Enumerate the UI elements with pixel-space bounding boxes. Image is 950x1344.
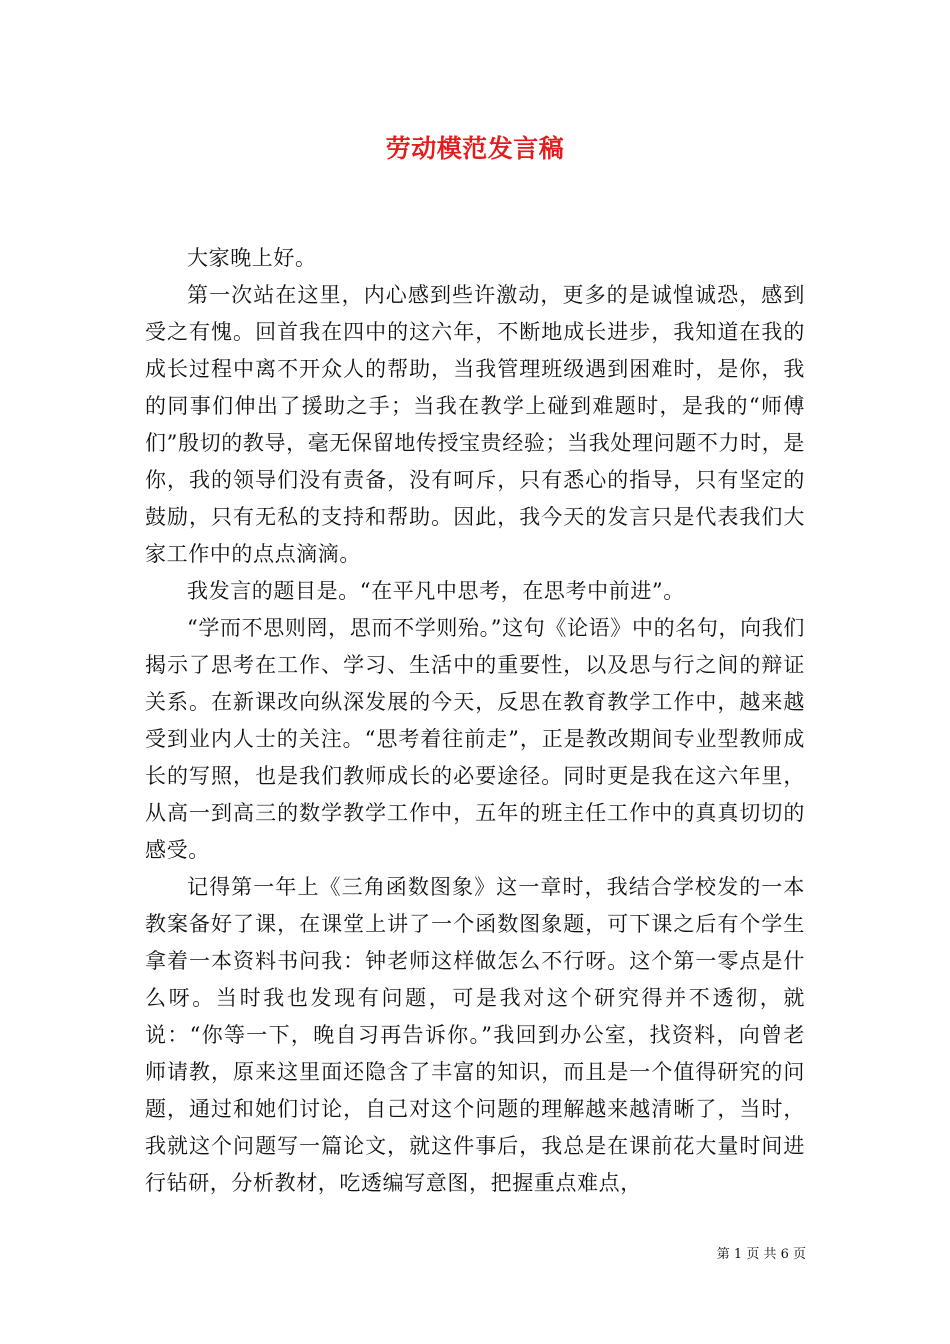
paragraph-gratitude: 第一次站在这里，内心感到些许激动，更多的是诚惶诚恐，感到受之有愧。回首我在四中的这六年，不断地成长进步，我知道在我的成长过程中离不开众人的帮助，当我管理班级遇到困难时，是你，我的同事们伸出了援助之手；当我在教学上碰到难题时，是我的“师傅们”殷切的教导，毫无保留地传授宝贵经验；当我处理问题不力时，是你，我的领导们没有责备，没有呵斥，只有悉心的指导，只有坚定的鼓励，只有无私的支持和帮助。因此，我今天的发言只是代表我们大家工作中的点点滴滴。 xyxy=(145,283,805,566)
paragraph-topic: 我发言的题目是。“在平凡中思考，在思考中前进”。 xyxy=(187,579,685,603)
paragraph-reflection: “学而不思则罔，思而不学则殆。”这句《论语》中的名句，向我们揭示了思考在工作、学习、生活中的重要性，以及思与行之间的辩证关系。在新课改向纵深发展的今天，反思在教育教学工作中，越来越受到业内人士的关注。“思考着往前走”，正是教改期间专业型教师成长的写照，也是我们教师成长的必要途径。同时更是我在这六年里，从高一到高三的数学教学工作中，五年的班主任工作中的真真切切的感受。 xyxy=(145,616,805,862)
page-number: 第 1 页 共 6 页 xyxy=(716,1247,806,1262)
paragraph-greeting: 大家晚上好。 xyxy=(187,246,317,270)
document-body xyxy=(145,240,805,1202)
document-title: 劳动模范发言稿 xyxy=(385,134,565,163)
paragraph-example: 记得第一年上《三角函数图象》这一章时，我结合学校发的一本教案备好了课，在课堂上讲了一个函数图象题，可下课之后有个学生拿着一本资料书问我：钟老师这样做怎么不行呀。这个第一零点是什么呀。当时我也发现有问题，可是我对这个研究得并不透彻，就说：“你等一下，晚自习再告诉你。”我回到办公室，找资料，向曾老师请教，原来这里面还隐含了丰富的知识，而且是一个值得研究的问题，通过和她们讨论，自己对这个问题的理解越来越清晰了，当时，我就这个问题写一篇论文，就这件事后，我总是在课前花大量时间进行钻研，分析教材，吃透编写意图，把握重点难点， xyxy=(145,875,805,1195)
